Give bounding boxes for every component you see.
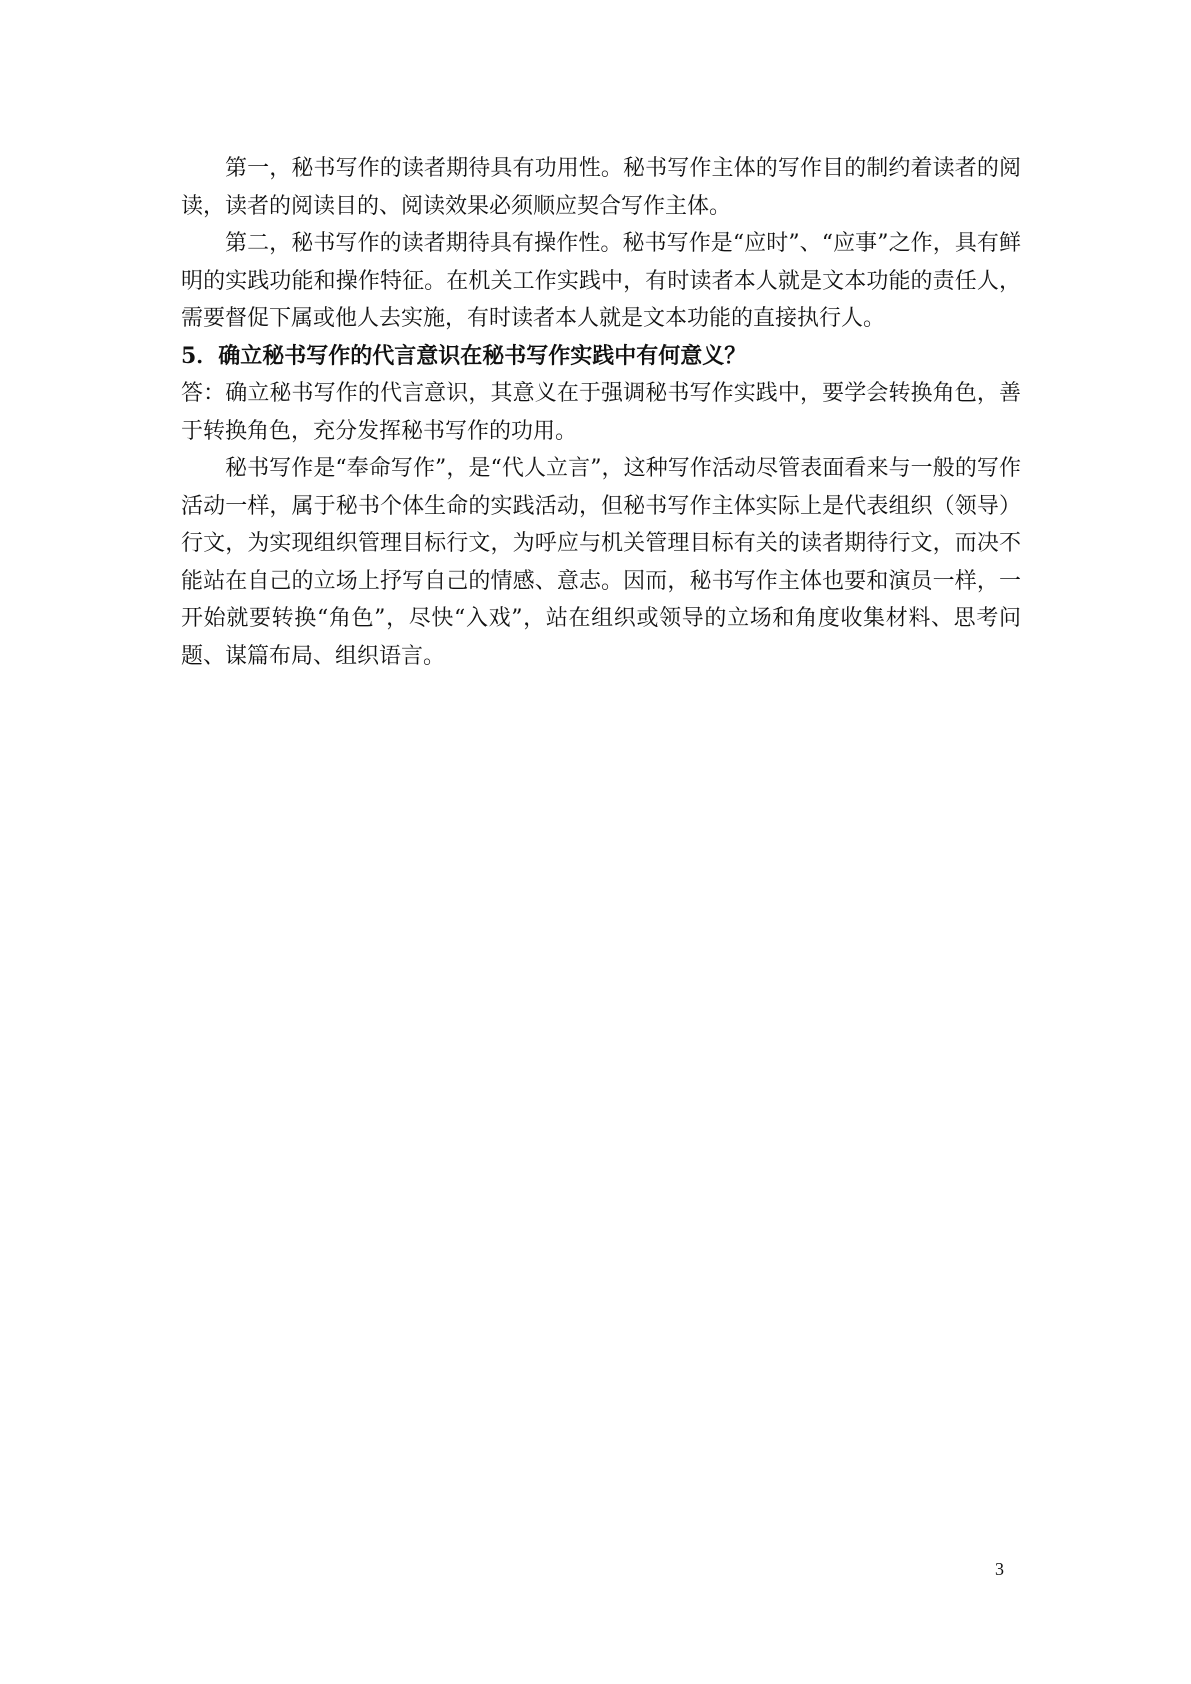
paragraph-operational-expectation: 第二，秘书写作的读者期待具有操作性。秘书写作是“应时”、“应事”之作，具有鲜明的实践功能和操作特征。在机关工作实践中，有时读者本人就是文本功能的责任人，需要督促下属或他人去实施，有时读者本人就是文本功能的直接执行人。 [181,231,1021,331]
answer-paragraph: 答：确立秘书写作的代言意识，其意义在于强调秘书写作实践中，要学会转换角色，善于转换角色，充分发挥秘书写作的功用。 [181,381,1021,444]
question-heading: 5．确立秘书写作的代言意识在秘书写作实践中有何意义？ [181,342,747,369]
paragraph-ghostwriting: 秘书写作是“奉命写作”，是“代人立言”，这种写作活动尽管表面看来与一般的写作活动一样，属于秘书个体生命的实践活动，但秘书写作主体实际上是代表组织（领导）行文，为实现组织管理目标行文，为呼应与机关管理目标有关的读者期待行文，而决不能站在自己的立场上抒写自己的情感、意志。因而，秘书写作主体也要和演员一样，一开始就要转换“角色”，尽快“入戏”，站在组织或领导的立场和角度收集材料、思考问题、谋篇布局、组织语言。 [181,456,1021,669]
document-body [181,150,1021,675]
page-number: 3 [995,1559,1004,1579]
paragraph-functional-expectation: 第一，秘书写作的读者期待具有功用性。秘书写作主体的写作目的制约着读者的阅读，读者的阅读目的、阅读效果必须顺应契合写作主体。 [181,156,1021,219]
